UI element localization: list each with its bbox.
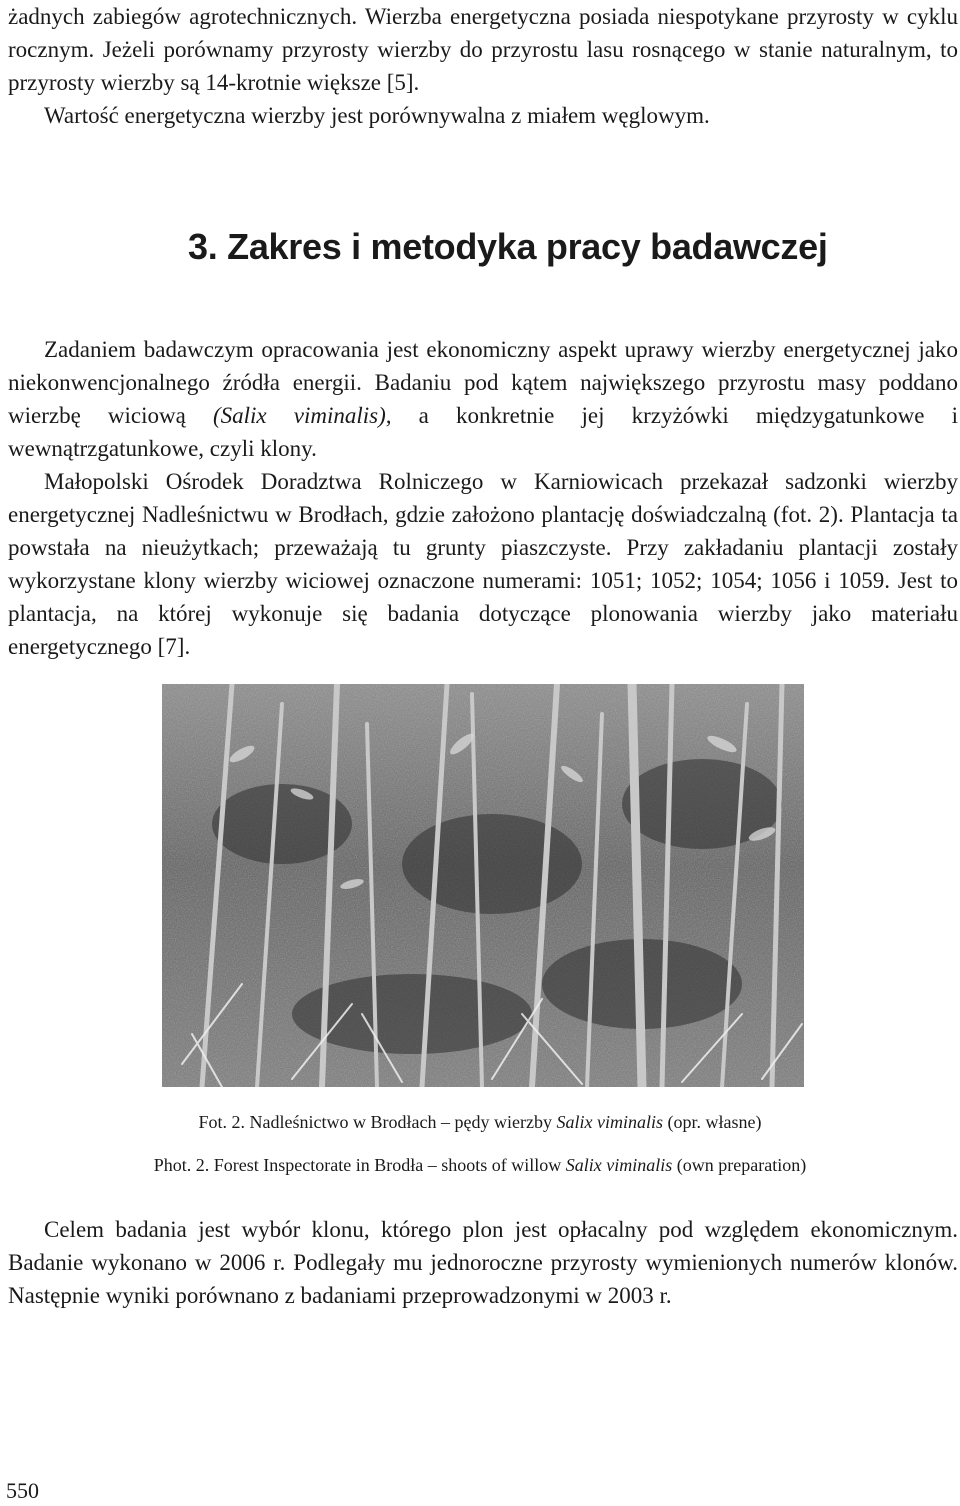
species-name: (Salix viminalis), <box>212 403 392 428</box>
page-number: 550 <box>6 1478 39 1503</box>
caption-en-species: Salix viminalis <box>565 1155 673 1175</box>
closing-paragraph <box>8 1213 958 1312</box>
caption-pl-text-b: (opr. własne) <box>662 1112 762 1132</box>
caption-en-text-b: (own preparation) <box>672 1155 807 1175</box>
closing-text: Celem badania jest wybór klonu, którego plon jest opłacalny pod względem ekonomicznym. Badanie wykonano w 2006 r. Podlegały mu jednoroczne przyrosty wymienionych numerów klonów. Następnie wyniki porównano z badaniami przeprowadzonymi w 2003 r. <box>8 1217 958 1308</box>
research-task-text-b: a konkretnie jej krzyżówki międzygatunkowe i wewnątrzgatunkowe, czyli klony. <box>8 403 958 461</box>
willow-shoots-illustration <box>162 684 804 1087</box>
caption-pl-text-a: Fot. 2. Nadleśnictwo w Brodłach – pędy wierzby <box>198 1112 557 1132</box>
intro-paragraph <box>8 0 958 132</box>
research-task-paragraph <box>8 333 958 465</box>
section-heading: 3. Zakres i metodyka pracy badawczej <box>188 226 828 267</box>
intro-text: żadnych zabiegów agrotechnicznych. Wierzba energetyczna posiada niespotykane przyrosty w cyklu rocznym. Jeżeli porównamy przyrosty wierzby do przyrostu lasu rosnącego w stanie naturalnym, to przyrosty wierzby są 14-krotnie większe [5]. <box>8 4 958 95</box>
caption-pl-species: Salix viminalis <box>556 1112 663 1132</box>
research-task-text-a: Zadaniem badawczym opracowania jest ekonomiczny aspekt uprawy wierzby energetycznej jako niekonwencjonalnego źródła energii. Badaniu pod kątem największego przyrostu masy poddano wierzbę wiciową <box>8 337 958 428</box>
body-paragraphs <box>8 333 958 663</box>
figure-caption-polish <box>0 1110 960 1134</box>
figure-caption-english <box>0 1153 960 1177</box>
caption-en-text-a: Phot. 2. Forest Inspectorate in Brodła – shoots of willow <box>153 1155 566 1175</box>
willow-shoots-photo <box>162 684 804 1087</box>
intro-text-energy-value: Wartość energetyczna wierzby jest porównywalna z miałem węglowym. <box>44 103 710 128</box>
plantation-paragraph: Małopolski Ośrodek Doradztwa Rolniczego w Karniowicach przekazał sadzonki wierzby energetycznej Nadleśnictwu w Brodłach, gdzie założono plantację doświadczalną (fot. 2). Plantacja ta powstała na nieużytkach; przeważają tu grunty piaszczyste. Przy zakładaniu plantacji zostały wykorzystane klony wierzby wiciowej oznaczone numerami: 1051; 1052; 1054; 1056 i 1059. Jest to plantacja, na której wykonuje się badania dotyczące plonowania wierzby jako materiału energetycznego [7]. <box>8 469 958 659</box>
